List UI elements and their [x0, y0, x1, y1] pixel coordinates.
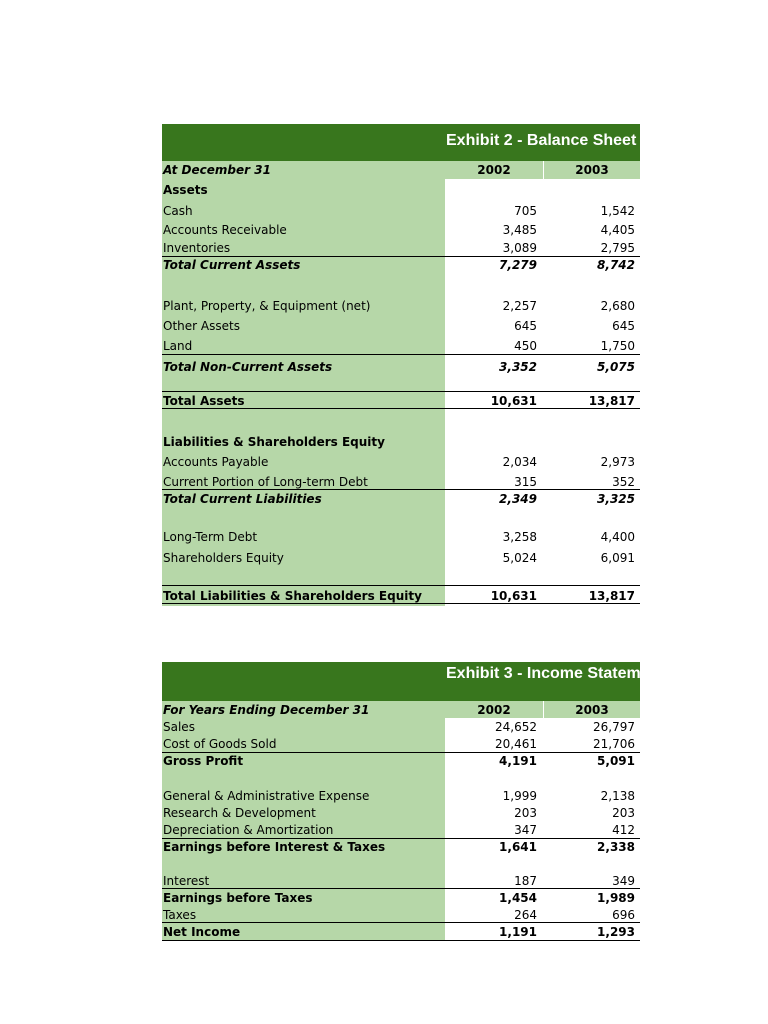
row-value-2003-gross-profit: 5,091	[597, 754, 635, 768]
row-value-2002-total-current-liabilities: 2,349	[499, 492, 537, 506]
row-label-total-non-current-assets: Total Non-Current Assets	[163, 360, 333, 374]
row-value-2002-general-administrative-expense: 1,999	[502, 789, 537, 803]
row-label-net-income: Net Income	[163, 925, 241, 939]
exhibit-2-rule	[162, 408, 640, 409]
row-value-2002-plant-property-equipment-net: 2,257	[502, 299, 537, 313]
row-label-gross-profit: Gross Profit	[163, 754, 244, 768]
exhibit-2-rule	[162, 489, 640, 490]
row-value-2003-total-current-liabilities: 3,325	[597, 492, 635, 506]
row-value-2003-depreciation-amortization: 412	[612, 823, 635, 837]
row-value-2002-land: 450	[514, 339, 537, 353]
row-label-land: Land	[163, 339, 193, 353]
exhibit-2-year-2002: 2002	[477, 163, 511, 177]
row-label-taxes: Taxes	[163, 908, 197, 922]
row-value-2003-current-portion-of-long-term-debt: 352	[612, 475, 635, 489]
row-value-2003-cost-of-goods-sold: 21,706	[593, 737, 635, 751]
exhibit-2-header	[162, 124, 640, 161]
exhibit-3-rule	[162, 888, 640, 889]
row-label-accounts-payable: Accounts Payable	[163, 455, 269, 469]
exhibit-3-title: Exhibit 3 - Income Statement	[446, 665, 665, 682]
row-value-2002-accounts-receivable: 3,485	[502, 223, 537, 237]
row-value-2002-total-non-current-assets: 3,352	[499, 360, 537, 374]
exhibit-3-rule	[162, 838, 640, 839]
exhibit-2-balance-sheet	[162, 124, 640, 606]
row-value-2002-depreciation-amortization: 347	[514, 823, 537, 837]
row-value-2002-net-income: 1,191	[499, 925, 537, 939]
row-label-other-assets: Other Assets	[163, 319, 240, 333]
exhibit-3-income-statement	[162, 662, 665, 942]
row-label-total-assets: Total Assets	[163, 394, 245, 408]
exhibit-2-period-label: At December 31	[163, 163, 271, 177]
row-value-2003-interest: 349	[612, 874, 635, 888]
row-value-2003-inventories: 2,795	[600, 241, 635, 255]
row-value-2003-cash: 1,542	[600, 204, 635, 218]
row-value-2003-plant-property-equipment-net: 2,680	[600, 299, 635, 313]
row-value-2003-shareholders-equity: 6,091	[600, 551, 635, 565]
row-label-accounts-receivable: Accounts Receivable	[163, 223, 287, 237]
row-label-general-administrative-expense: General & Administrative Expense	[163, 789, 370, 803]
row-value-2003-earnings-before-taxes: 1,989	[597, 891, 635, 905]
row-value-2002-research-development: 203	[514, 806, 537, 820]
row-label-earnings-before-interest-taxes: Earnings before Interest & Taxes	[163, 840, 386, 854]
row-value-2003-sales: 26,797	[593, 720, 635, 734]
exhibit-3-rule	[162, 940, 640, 941]
row-value-2002-earnings-before-interest-taxes: 1,641	[499, 840, 537, 854]
row-value-2002-accounts-payable: 2,034	[502, 455, 537, 469]
row-value-2003-long-term-debt: 4,400	[600, 530, 635, 544]
row-value-2002-gross-profit: 4,191	[499, 754, 537, 768]
exhibit-3-rule	[162, 922, 640, 923]
row-value-2003-accounts-payable: 2,973	[600, 455, 635, 469]
exhibit-2-rule	[162, 585, 640, 586]
row-value-2002-shareholders-equity: 5,024	[502, 551, 537, 565]
row-label-total-current-liabilities: Total Current Liabilities	[163, 492, 322, 506]
row-label-sales: Sales	[163, 720, 195, 734]
row-value-2002-other-assets: 645	[514, 319, 537, 333]
row-value-2003-taxes: 696	[612, 908, 635, 922]
row-label-assets: Assets	[163, 183, 208, 197]
row-value-2002-earnings-before-taxes: 1,454	[499, 891, 537, 905]
row-label-cost-of-goods-sold: Cost of Goods Sold	[163, 737, 277, 751]
row-value-2002-cash: 705	[514, 204, 537, 218]
row-value-2002-current-portion-of-long-term-debt: 315	[514, 475, 537, 489]
row-label-plant-property-equipment-net: Plant, Property, & Equipment (net)	[163, 299, 371, 313]
row-value-2002-inventories: 3,089	[502, 241, 537, 255]
row-value-2003-research-development: 203	[612, 806, 635, 820]
row-value-2002-total-assets: 10,631	[490, 394, 537, 408]
row-value-2003-total-current-assets: 8,742	[597, 258, 635, 272]
row-value-2002-taxes: 264	[514, 908, 537, 922]
row-value-2003-accounts-receivable: 4,405	[600, 223, 635, 237]
row-label-total-liabilities-shareholders-equity: Total Liabilities & Shareholders Equity	[163, 589, 422, 603]
row-value-2003-net-income: 1,293	[597, 925, 635, 939]
row-value-2003-other-assets: 645	[612, 319, 635, 333]
row-value-2002-cost-of-goods-sold: 20,461	[495, 737, 537, 751]
row-value-2002-long-term-debt: 3,258	[502, 530, 537, 544]
row-value-2002-total-current-assets: 7,279	[499, 258, 537, 272]
row-label-research-development: Research & Development	[163, 806, 316, 820]
row-value-2003-total-assets: 13,817	[588, 394, 635, 408]
row-label-cash: Cash	[163, 204, 193, 218]
row-label-inventories: Inventories	[163, 241, 231, 255]
row-value-2002-total-liabilities-shareholders-equity: 10,631	[490, 589, 537, 603]
row-label-liabilities-shareholders-equity: Liabilities & Shareholders Equity	[163, 435, 385, 449]
row-value-2003-earnings-before-interest-taxes: 2,338	[597, 840, 635, 854]
exhibit-2-rule	[162, 354, 640, 355]
row-label-shareholders-equity: Shareholders Equity	[163, 551, 284, 565]
row-value-2003-total-liabilities-shareholders-equity: 13,817	[588, 589, 635, 603]
exhibit-2-rule	[162, 391, 640, 392]
row-label-earnings-before-taxes: Earnings before Taxes	[163, 891, 313, 905]
exhibit-2-title: Exhibit 2 - Balance Sheet	[446, 132, 637, 149]
row-value-2003-land: 1,750	[600, 339, 635, 353]
row-label-interest: Interest	[163, 874, 210, 888]
row-value-2002-interest: 187	[514, 874, 537, 888]
row-value-2002-sales: 24,652	[495, 720, 537, 734]
exhibit-3-header	[162, 662, 665, 701]
row-label-depreciation-amortization: Depreciation & Amortization	[163, 823, 334, 837]
row-label-total-current-assets: Total Current Assets	[163, 258, 301, 272]
row-value-2003-general-administrative-expense: 2,138	[600, 789, 635, 803]
exhibit-3-year-2002: 2002	[477, 703, 511, 717]
exhibit-3-year-2003: 2003	[575, 703, 609, 717]
exhibit-3-period-label: For Years Ending December 31	[163, 703, 370, 717]
exhibit-3-rule	[162, 752, 640, 753]
row-value-2003-total-non-current-assets: 5,075	[597, 360, 635, 374]
exhibit-2-year-2003: 2003	[575, 163, 609, 177]
row-label-current-portion-of-long-term-debt: Current Portion of Long-term Debt	[163, 475, 368, 489]
exhibit-2-rule	[162, 256, 640, 257]
row-label-long-term-debt: Long-Term Debt	[163, 530, 258, 544]
exhibit-2-rule	[162, 603, 640, 604]
